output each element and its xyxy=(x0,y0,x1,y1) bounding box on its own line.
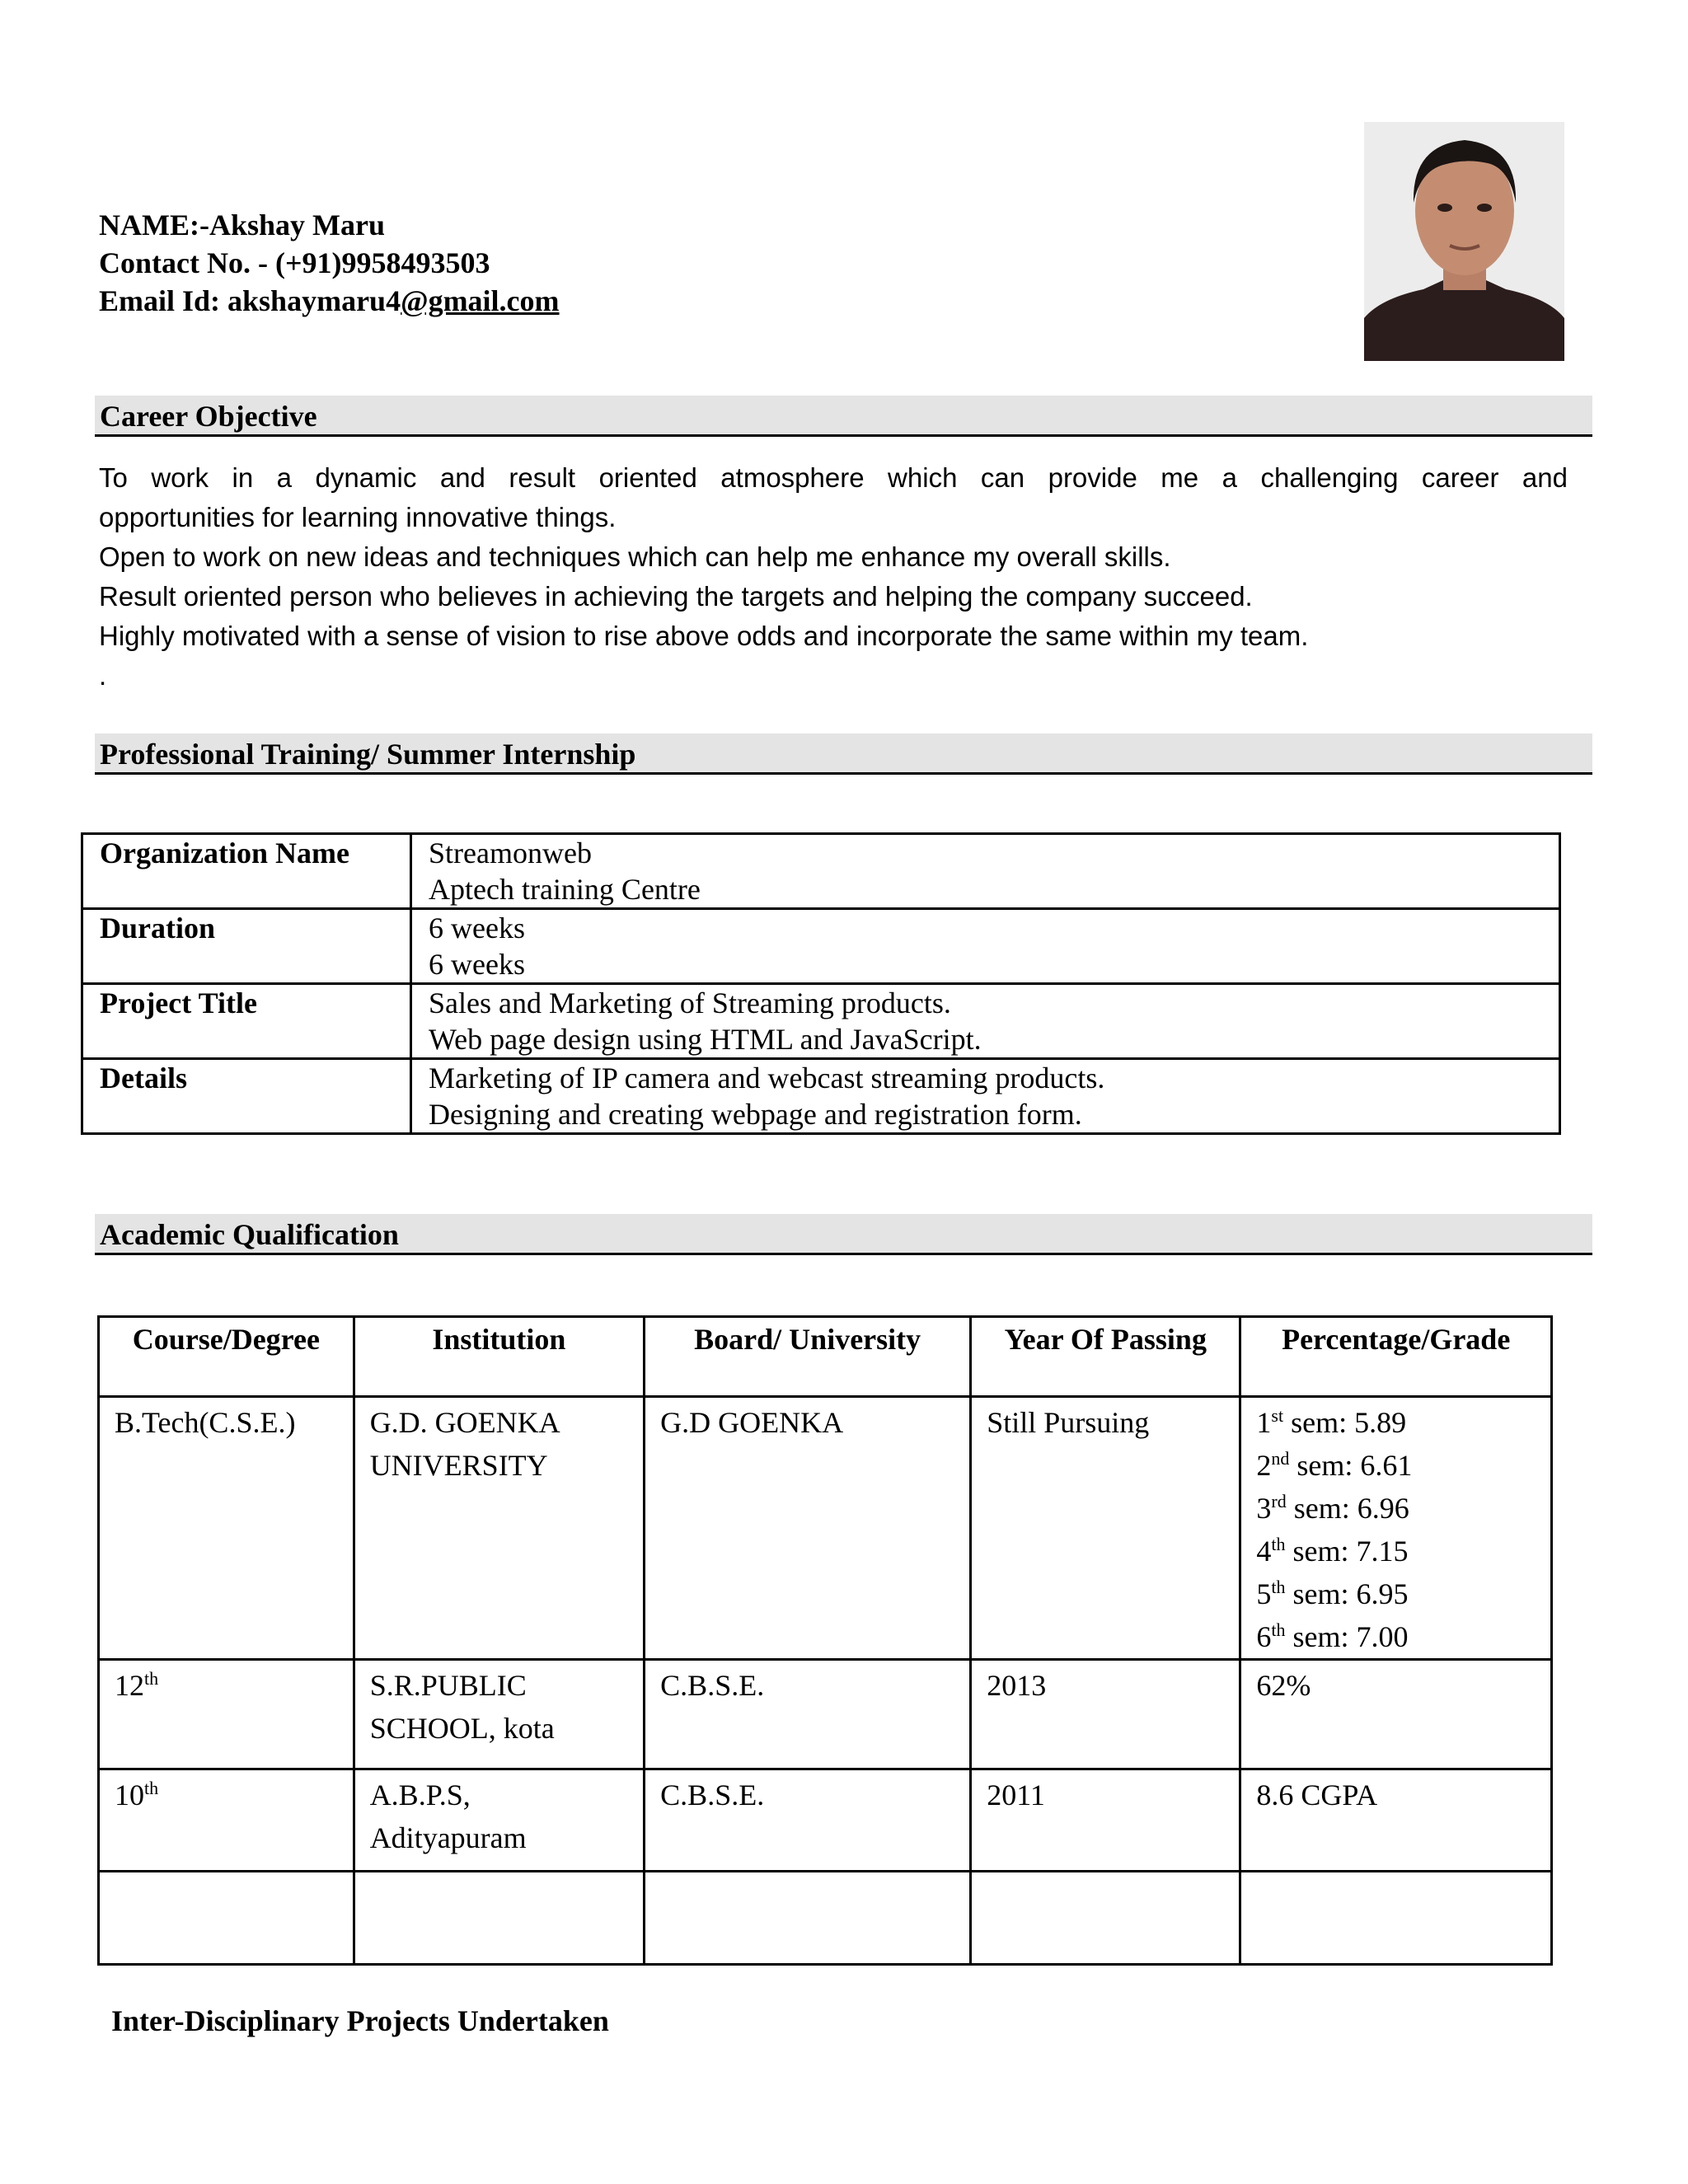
value-line: Adityapuram xyxy=(369,1821,527,1854)
email-domain-link[interactable]: @gmail.com xyxy=(401,284,560,317)
semester-grade: 5th sem: 6.95 xyxy=(1256,1577,1409,1610)
email-line xyxy=(99,282,560,320)
training-key: Organization Name xyxy=(82,834,411,909)
empty-cell xyxy=(1240,1872,1552,1965)
table-row xyxy=(99,1397,1552,1660)
value-line: Marketing of IP camera and webcast streaming products. xyxy=(429,1062,1105,1094)
semester-grade: 6th sem: 7.00 xyxy=(1256,1619,1409,1653)
value-line: UNIVERSITY xyxy=(369,1449,548,1482)
academic-table xyxy=(97,1315,1553,1966)
column-header: Institution xyxy=(354,1317,644,1397)
semester-grade: 1st sem: 5.89 xyxy=(1256,1405,1407,1439)
board-cell: C.B.S.E. xyxy=(645,1660,971,1769)
column-header: Course/Degree xyxy=(99,1317,354,1397)
training-value xyxy=(411,1059,1560,1134)
grade-cell xyxy=(1240,1397,1552,1660)
course-cell: 12th xyxy=(99,1660,354,1769)
academic-title: Academic Qualification xyxy=(100,1218,399,1251)
table-header-row xyxy=(99,1317,1552,1397)
training-value xyxy=(411,834,1560,909)
board-cell: G.D GOENKA xyxy=(645,1397,971,1660)
career-objective-heading xyxy=(95,396,1592,437)
value-line: A.B.P.S, xyxy=(369,1779,471,1811)
empty-table-row xyxy=(99,1872,1552,1965)
training-title: Professional Training/ Summer Internship xyxy=(100,738,636,771)
empty-cell xyxy=(645,1872,971,1965)
objective-line: Highly motivated with a sense of vision to rise above odds and incorporate the same within my team. xyxy=(99,621,1309,651)
value-line: S.R.PUBLIC xyxy=(369,1669,527,1702)
value-line: 6 weeks xyxy=(429,912,525,944)
training-key: Duration xyxy=(82,909,411,984)
training-heading xyxy=(95,733,1592,775)
objective-line: opportunities for learning innovative things. xyxy=(99,502,617,532)
training-key: Details xyxy=(82,1059,411,1134)
candidate-name: NAME:-Akshay Maru xyxy=(99,209,385,241)
column-header: Percentage/Grade xyxy=(1240,1317,1552,1397)
institution-cell xyxy=(354,1397,644,1660)
table-row xyxy=(82,984,1560,1059)
year-cell: 2013 xyxy=(971,1660,1240,1769)
person-photo-icon xyxy=(1364,122,1564,361)
table-row xyxy=(99,1769,1552,1872)
year-cell: Still Pursuing xyxy=(971,1397,1240,1660)
table-row xyxy=(82,1059,1560,1134)
table-row xyxy=(82,834,1560,909)
objective-line: Open to work on new ideas and techniques which can help me enhance my overall skills. xyxy=(99,541,1171,572)
academic-heading xyxy=(95,1214,1592,1255)
value-line: SCHOOL, kota xyxy=(369,1712,555,1745)
career-objective-title: Career Objective xyxy=(100,400,317,433)
objective-line: . xyxy=(99,660,107,691)
course-cell: B.Tech(C.S.E.) xyxy=(99,1397,354,1660)
value-line: G.D. GOENKA xyxy=(369,1406,560,1439)
institution-cell xyxy=(354,1769,644,1872)
projects-heading: Inter-Disciplinary Projects Undertaken xyxy=(111,2004,609,2037)
empty-cell xyxy=(99,1872,354,1965)
empty-cell xyxy=(971,1872,1240,1965)
career-objective-text xyxy=(99,458,1568,696)
column-header: Board/ University xyxy=(645,1317,971,1397)
training-value xyxy=(411,909,1560,984)
objective-line: To work in a dynamic and result oriented atmosphere which can provide me a challenging career and xyxy=(99,462,1568,493)
course-cell: 10th xyxy=(99,1769,354,1872)
empty-cell xyxy=(354,1872,644,1965)
value-line: 6 weeks xyxy=(429,948,525,981)
grade-cell: 8.6 CGPA xyxy=(1240,1769,1552,1872)
value-line: Streamonweb xyxy=(429,837,592,869)
objective-line: Result oriented person who believes in achieving the targets and helping the company succeed. xyxy=(99,581,1253,612)
value-line: Designing and creating webpage and registration form. xyxy=(429,1098,1082,1131)
email-prefix: Email Id: akshaymaru4 xyxy=(99,284,401,317)
institution-cell xyxy=(354,1660,644,1769)
value-line: Web page design using HTML and JavaScript. xyxy=(429,1023,982,1056)
training-table xyxy=(81,832,1561,1135)
semester-grade: 4th sem: 7.15 xyxy=(1256,1534,1409,1568)
column-header: Year Of Passing xyxy=(971,1317,1240,1397)
training-key: Project Title xyxy=(82,984,411,1059)
value-line: Sales and Marketing of Streaming products. xyxy=(429,987,951,1019)
grade-cell: 62% xyxy=(1240,1660,1552,1769)
training-value xyxy=(411,984,1560,1059)
semester-grade: 3rd sem: 6.96 xyxy=(1256,1491,1409,1525)
value-line: Aptech training Centre xyxy=(429,873,701,906)
year-cell: 2011 xyxy=(971,1769,1240,1872)
contact-number: Contact No. - (+91)9958493503 xyxy=(99,246,490,279)
table-row xyxy=(99,1660,1552,1769)
board-cell: C.B.S.E. xyxy=(645,1769,971,1872)
semester-grade: 2nd sem: 6.61 xyxy=(1256,1448,1413,1482)
table-row xyxy=(82,909,1560,984)
